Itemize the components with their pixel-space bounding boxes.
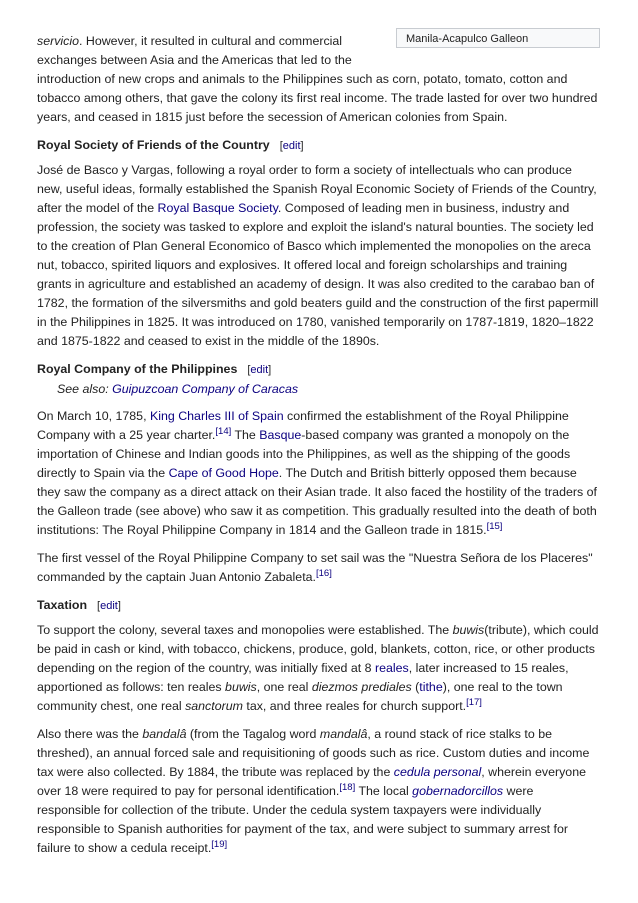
section-heading-royal-society: Royal Society of Friends of the Country [edit] bbox=[37, 138, 304, 152]
taxation-paragraph-1: To support the colony, several taxes and monopolies were established. The buwis(tribute), which could be paid in cash or kind, with tobacco, chickens, produce, gold, blankets, cotton, rice, or other products depending on the region of the country, was initially fixed at 8 reales, later increased to 15 reales, apportioned as follows: ten reales buwis, one real diezmos prediales (tithe), one real to the town community chest, one real sanctorum tax, and three reales for church support.[17] bbox=[37, 623, 599, 713]
cape-of-good-hope-link[interactable]: Cape of Good Hope bbox=[168, 466, 279, 480]
gobernadorcillos-link[interactable]: gobernadorcillos bbox=[412, 784, 504, 798]
infobox-label: Manila-Acapulco Galleon bbox=[406, 33, 529, 45]
section-heading-taxation: Taxation [edit] bbox=[37, 598, 121, 612]
intro-italic: servicio bbox=[37, 34, 79, 48]
edit-section-link[interactable]: [edit] bbox=[97, 600, 121, 612]
reales-link[interactable]: reales bbox=[374, 661, 409, 675]
basque-link[interactable]: Basque bbox=[259, 428, 302, 442]
ref-17-link[interactable]: [17] bbox=[466, 696, 482, 708]
king-charles-link[interactable]: King Charles III of Spain bbox=[149, 409, 284, 423]
intro-paragraph-rest: introduction of new crops and animals to the Philippines such as corn, potato, tomato, cotton and tobacco among others, that gave the colony its first real income. The trade lasted for over two hundred years, and ceased in 1815 just before the secession of American colonies from Spain. bbox=[37, 72, 598, 124]
tithe-link[interactable]: tithe bbox=[419, 680, 443, 694]
edit-section-link[interactable]: [edit] bbox=[247, 364, 272, 376]
royal-society-paragraph: José de Basco y Vargas, following a royal order to form a society of intellectuals who can produce new, useful ideas, formally established the Spanish Royal Economic Society of Friends of the Country, after the model of the Royal Basque Society. Composed of leading men in business, industry and profession, the society was tasked to explore and exploit the island's natural bounties. The society led to the creation of Plan General Economico of Basco which implemented the monopolies on the areca nut, tobacco, spirited liquors and explosives. It offered local and foreign scholarships and training grants in agriculture and established an academy of design. It was also credited to the carabao ban of 1782, the formation of the silversmiths and gold beaters guild and the construction of the first papermill in the Philippines in 1825. It was introduced on 1780, vanished temporarily on 1787-1819, 1820–1822 and 1875-1822 and ceased to exist in the middle of the 1890s. bbox=[37, 163, 599, 348]
royal-company-paragraph-2: The first vessel of the Royal Philippine Company to set sail was the "Nuestra Señora de los Placeres" commanded by the captain Juan Antonio Zabaleta.[16] bbox=[37, 551, 593, 584]
ref-14-link[interactable]: [14] bbox=[215, 425, 232, 437]
cedula-personal-link[interactable]: cedula personal bbox=[393, 765, 482, 779]
ref-19-link[interactable]: [19] bbox=[211, 838, 228, 850]
royal-company-paragraph-1: On March 10, 1785, King Charles III of Spain confirmed the establishment of the Royal Philippine Company with a 25 year charter.[14] The Basque-based company was granted a monopoly on the importation of Chinese and Indian goods into the Philippines, as well as the shipping of the goods directly to Spain via the Cape of Good Hope. The Dutch and British bitterly opposed them because they saw the company as a direct attack on their Asian trade. It also faced the hostility of the traders of the Galleon trade (see above) who saw it as competition. This gradually resulted into the death of both institutions: The Royal Philippine Company in 1814 and the Galleon trade in 1815.[15] bbox=[37, 409, 597, 537]
ref-16-link[interactable]: [16] bbox=[315, 567, 332, 579]
section-heading-royal-company: Royal Company of the Philippines [edit] bbox=[37, 362, 272, 376]
edit-section-link[interactable]: [edit] bbox=[279, 140, 304, 152]
taxation-paragraph-2: Also there was the bandalâ (from the Tagalog word mandalâ, a round stack of rice stalks to be threshed), an annual forced sale and requisitioning of goods such as rice. Custom duties and income tax were also collected. By 1884, the tribute was replaced by the cedula personal, wherein everyone over 18 were required to pay for personal identification.[18] The local gobernadorcillos were responsible for collection of the tribute. Under the cedula system taxpayers were individually responsible to Spanish authorities for payment of the tax, and were subject to summary arrest for failure to show a cedula receipt.[19] bbox=[37, 727, 590, 855]
royal-basque-society-link[interactable]: Royal Basque Society bbox=[157, 201, 278, 215]
ref-15-link[interactable]: [15] bbox=[486, 520, 503, 532]
intro-paragraph-top: servicio. However, it resulted in cultural and commercial exchanges between Asia and the Americas that led to the bbox=[37, 34, 352, 67]
ref-18-link[interactable]: [18] bbox=[339, 781, 356, 793]
guipuzcoan-company-link[interactable]: Guipuzcoan Company of Caracas bbox=[112, 382, 299, 396]
see-also-note: See also: Guipuzcoan Company of Caracas bbox=[57, 382, 299, 396]
article-body bbox=[37, 32, 599, 858]
